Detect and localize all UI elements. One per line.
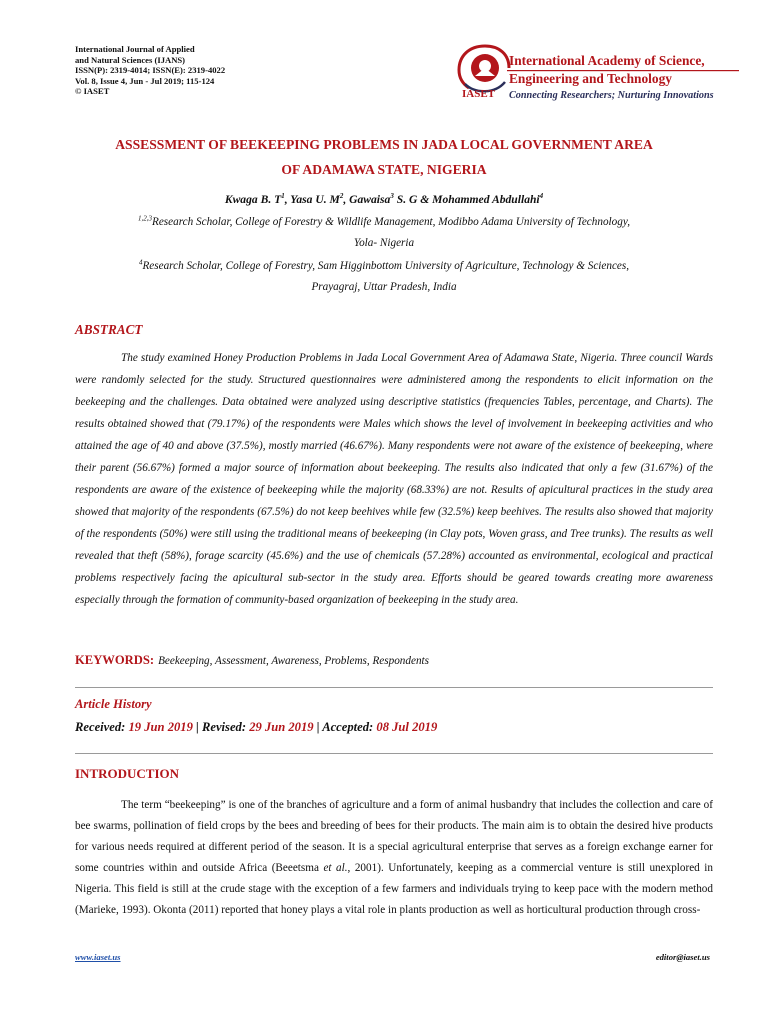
introduction-text	[75, 795, 713, 920]
title-line2: OF ADAMAWA STATE, NIGERIA	[281, 162, 487, 177]
journal-info	[75, 44, 305, 97]
revised-label: Revised:	[201, 720, 250, 734]
publisher-tagline: Connecting Researchers; Nurturing Innovations	[509, 90, 714, 101]
author-name: , Yasa U. M	[284, 193, 340, 206]
divider	[75, 753, 713, 754]
accepted-label: Accepted:	[322, 720, 377, 734]
journal-issn: ISSN(P): 2319-4014; ISSN(E): 2319-4022	[75, 65, 226, 76]
abstract-text: The study examined Honey Production Problems in Jada Local Government Area of Adamawa State, Nigeria. Three council Wards were randomly selected for the study. Structured questionnaires were administered among the respondents to elicit information on the beekeeping and the challenges. Data obtained were analyzed using descriptive statistics (frequencies Tables, percentage, and Charts). The results obtained showed that (79.17%) of the respondents were Males which shows the level of involvement in beekeeping activities and who attained the age of 40 and above (37.5%), mostly married (46.67%). Many respondents were not aware of the existence of beekeeping, where their parent (56.67%) formed a major source of information about beekeeping. The results also indicated that only a few (31.67%) of the respondents are aware of the existence of beekeeping while the majority (68.33%) are not. Results of apicultural practices in the study area showed that majority of the respondents (67.5%) do not keep beehives while few (32.5%) keep beehives. The results also showed that majority of the respondents (50%) were still using the traditional means of beekeeping (in Clay pots, Woven grass, and Tree trunks). The results as well revealed that theft (58%), forage scarcity (45.6%) and the use of chemicals (57.28%) accounted as environmental, ecological and practical problems respectively facing the apicultural sub-sector in the study area. Efforts should be geared towards creating more awareness especially through the formation of community-based organization of beekeeping in the study area.	[75, 352, 713, 606]
received-label: Received:	[75, 720, 129, 734]
abstract-body	[75, 347, 713, 611]
journal-name-line2: and Natural Sciences (IJANS)	[75, 54, 186, 65]
author-superscript: 1	[281, 192, 285, 201]
journal-volume: Vol. 8, Issue 4, Jun - Jul 2019; 115-124	[75, 75, 215, 86]
keywords	[75, 653, 429, 668]
author-name: , Gawaisa	[343, 193, 391, 206]
article-history	[75, 720, 437, 735]
article-history-heading: Article History	[75, 697, 152, 711]
intro-citation-etal: et al.	[323, 861, 348, 874]
keywords-text: Beekeeping, Assessment, Awareness, Problems, Respondents	[158, 655, 430, 667]
affiliation-superscript: 4	[138, 258, 143, 267]
affiliation-location: Prayagraj, Uttar Pradesh, India	[311, 281, 457, 293]
website-link[interactable]: www.iaset.us	[75, 952, 121, 962]
intro-text-part: The term “beekeeping” is one of the branches of agriculture and a form of animal husbandry that includes the collection and care of bee swarms, pollination of field crops by the bees and breeding of bees for their products. The main aim is to obtain the desired hive products for various needs required at different period of the season. It is a special agricultural enterprise that serves as a foreign exchange earner for some countries within and outside Africa (Beeetsma	[75, 799, 713, 874]
revised-date: 29 Jun 2019	[249, 720, 314, 734]
journal-name-line1: International Journal of Applied	[75, 44, 195, 54]
affiliation-1	[60, 212, 708, 254]
affiliation-superscript: 1,2,3	[138, 214, 152, 223]
publisher-name-line2: Engineering and Technology	[509, 71, 672, 86]
publisher-name-line1: International Academy of Science,	[509, 53, 705, 68]
author-superscript: 3	[390, 192, 394, 201]
divider	[75, 687, 713, 688]
history-separator: |	[192, 720, 202, 734]
abstract-heading: ABSTRACT	[75, 322, 143, 337]
paper-title	[60, 132, 708, 182]
title-line1: ASSESSMENT OF BEEKEEPING PROBLEMS IN JADA LOCAL GOVERNMENT AREA	[115, 137, 653, 152]
received-date: 19 Jun 2019	[128, 720, 193, 734]
introduction-heading: INTRODUCTION	[75, 766, 180, 781]
affiliation-text: Research Scholar, College of Forestry & Wildlife Management, Modibbo Adama University of Technology,	[152, 216, 630, 228]
introduction-body	[75, 795, 713, 920]
accepted-date: 08 Jul 2019	[376, 720, 438, 734]
intro-text-part: , 2001). Unfortunately, keeping as a commercial venture is still unexplored in Nigeria. This field is still at the crude stage with the exception of a few farmers and individuals trying to keep pace with the modern method (Marieke, 1993). Okonta (2011) reported that honey plays a vital role in plants production as well as horticultural production through cross-	[75, 861, 713, 916]
author-superscript: 4	[539, 192, 544, 201]
author-name: Kwaga B. T	[224, 193, 282, 206]
affiliation-location: Yola- Nigeria	[353, 237, 415, 249]
history-separator: |	[313, 720, 323, 734]
keywords-label: KEYWORDS:	[75, 653, 155, 667]
publisher-block	[509, 52, 749, 103]
affiliation-2	[60, 256, 708, 298]
affiliation-text: Research Scholar, College of Forestry, Sam Higginbottom University of Agriculture, Technology & Sciences,	[142, 260, 630, 272]
author-list	[60, 193, 708, 206]
journal-copyright: © IASET	[75, 86, 110, 97]
author-name: S. G & Mohammed Abdullahi	[393, 193, 540, 206]
logo-label: IASET	[462, 88, 496, 100]
author-superscript: 2	[339, 192, 344, 201]
editor-email: editor@iaset.us	[655, 952, 710, 962]
